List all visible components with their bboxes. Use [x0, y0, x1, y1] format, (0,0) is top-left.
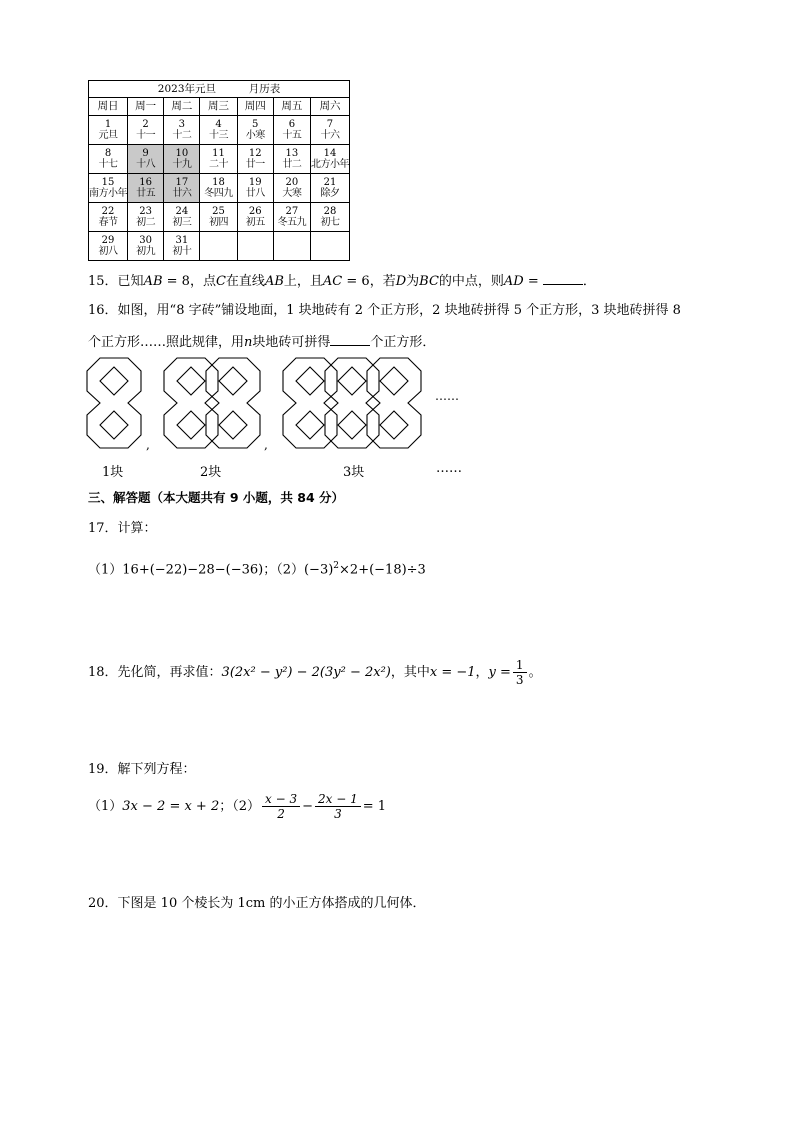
- lunar-label: 春节: [98, 217, 118, 228]
- day-number: 31: [175, 235, 189, 246]
- q15-text: 已知: [117, 274, 144, 289]
- calendar-day-cell: [164, 232, 200, 261]
- lunar-label: 冬四九: [204, 188, 233, 199]
- q15-var-ab: AB: [264, 274, 284, 289]
- q18-fraction: [513, 658, 527, 687]
- calendar-week-row: [89, 232, 350, 261]
- caption-1: 1块: [102, 465, 124, 480]
- calendar-day-cell: [128, 203, 164, 232]
- comma-2: ,: [264, 438, 268, 452]
- day-number: 25: [212, 206, 225, 217]
- weekday-header: 周六: [310, 98, 349, 116]
- caption-2: 2块: [200, 465, 222, 480]
- day-number: 12: [248, 148, 262, 159]
- day-number: 23: [139, 206, 152, 217]
- answer-blank[interactable]: [543, 270, 583, 285]
- lunar-label: 廿八: [245, 188, 265, 199]
- lunar-label: 初九: [136, 246, 156, 257]
- day-number: 10: [175, 148, 189, 159]
- calendar-day-cell: [128, 116, 164, 145]
- q17-part2-base: (−3): [303, 562, 334, 578]
- weekday-header: 周日: [89, 98, 128, 116]
- q18-numerator: 1: [513, 658, 527, 673]
- lunar-label: 廿五: [136, 188, 156, 199]
- lunar-label: 初四: [209, 217, 229, 228]
- q15-text: ．: [582, 274, 596, 289]
- lunar-label: 十八: [136, 159, 156, 170]
- calendar-day-cell: [128, 174, 164, 203]
- q15-var-c: C: [215, 274, 226, 289]
- lunar-label: 大寒: [282, 188, 302, 199]
- lunar-label: 十六: [320, 130, 340, 141]
- lunar-label: 初五: [245, 217, 265, 228]
- day-number: 19: [248, 177, 262, 188]
- calendar-body: [89, 116, 350, 261]
- q16-text: 块地砖可拼得: [252, 335, 331, 350]
- lunar-label: 元旦: [98, 130, 118, 141]
- calendar-day-cell: [237, 145, 273, 174]
- weekday-header: 周二: [164, 98, 200, 116]
- lunar-label: 廿一: [245, 159, 265, 170]
- lunar-label: 初二: [136, 217, 156, 228]
- day-number: 27: [285, 206, 299, 217]
- q19-part2-label: （2）: [232, 799, 261, 814]
- day-number: 11: [212, 148, 225, 159]
- lunar-label: 初八: [98, 246, 118, 257]
- q19-sep: ；: [219, 799, 233, 814]
- q19-minus: −: [302, 799, 314, 814]
- calendar-day-cell: [237, 232, 273, 261]
- q19-rhs: = 1: [362, 799, 387, 814]
- day-number: 20: [285, 177, 299, 188]
- calendar-week-row: [89, 116, 350, 145]
- q15-var-ac: AC: [322, 274, 343, 289]
- calendar-day-cell: [273, 174, 310, 203]
- calendar-title: [89, 81, 350, 98]
- question-19-parts: [88, 790, 386, 824]
- day-number: 22: [101, 206, 115, 217]
- calendar-week-row: [89, 203, 350, 232]
- weekday-header: 周三: [200, 98, 237, 116]
- calendar-day-cell: [310, 203, 349, 232]
- lunar-label: 北方小年: [310, 159, 349, 170]
- day-number: 13: [285, 148, 299, 159]
- lunar-label: 小寒: [245, 130, 265, 141]
- calendar-day-cell: [310, 116, 349, 145]
- q16-text: 个正方形．: [370, 335, 436, 350]
- calendar-day-cell: [200, 145, 237, 174]
- day-number: 26: [248, 206, 262, 217]
- lunar-label: 初七: [320, 217, 340, 228]
- comma-1: ,: [146, 438, 150, 452]
- calendar-day-cell: [164, 203, 200, 232]
- calendar-table: [88, 80, 350, 261]
- calendar-day-cell: [237, 116, 273, 145]
- q15-text: 上，且: [283, 274, 323, 289]
- calendar-week-row: [89, 145, 350, 174]
- lunar-label: 廿六: [172, 188, 192, 199]
- q18-sep: ，: [475, 665, 489, 680]
- q17-part2-exponent: 2: [333, 561, 340, 571]
- q17-part1-label: （1）: [88, 562, 123, 578]
- calendar-day-cell: [89, 203, 128, 232]
- calendar-day-cell: [237, 203, 273, 232]
- q18-expression: 3(2x² − y²) − 2(3y² − 2x²): [221, 665, 391, 680]
- q16-text: 个正方形……照此规律，用: [88, 335, 245, 350]
- answer-blank[interactable]: [330, 331, 370, 346]
- question-17-title: 17．计算：: [88, 521, 157, 536]
- day-number: 6: [288, 119, 296, 130]
- calendar-title-right: 月历表: [248, 82, 281, 95]
- lunar-label: 初十: [172, 246, 192, 257]
- day-number: 4: [215, 119, 222, 130]
- calendar-day-cell: [273, 232, 310, 261]
- q19-part1-label: （1）: [88, 799, 123, 814]
- calendar-day-cell: [128, 232, 164, 261]
- lunar-label: 廿二: [282, 159, 302, 170]
- calendar-day-cell: [200, 116, 237, 145]
- q18-end: 。: [528, 665, 542, 680]
- question-18: [88, 656, 542, 690]
- q15-var-ad: AD: [503, 274, 524, 289]
- tile-1: [87, 358, 141, 448]
- tile-3: [283, 358, 421, 448]
- calendar-day-cell: [200, 232, 237, 261]
- lunar-label: 十三: [209, 130, 229, 141]
- calendar-day-cell: [310, 174, 349, 203]
- q19-f2-denominator: 3: [334, 807, 342, 821]
- q19-fraction-1: [262, 792, 300, 821]
- calendar-title-left: 2023年元旦: [157, 82, 217, 95]
- section-3-heading: 三、解答题（本大题共有 9 小题，共 84 分）: [88, 490, 345, 505]
- lunar-label: 十七: [98, 159, 118, 170]
- day-number: 8: [104, 148, 112, 159]
- day-number: 28: [323, 206, 337, 217]
- day-number: 9: [142, 148, 149, 159]
- q19-f2-numerator: 2x − 1: [315, 792, 361, 807]
- day-number: 14: [323, 148, 337, 159]
- question-19-title: 19．解下列方程：: [88, 762, 196, 777]
- calendar-week-row: [89, 174, 350, 203]
- q15-eq: = 8: [162, 274, 190, 289]
- calendar-day-cell: [273, 145, 310, 174]
- question-16-line1: 16．如图，用“8 字砖”铺设地面，1 块地砖有 2 个正方形，2 块地砖拼得 5 个正方形，3 块地砖拼得 8: [88, 303, 681, 318]
- q19-part1-eq: 3x − 2 = x + 2: [122, 799, 220, 814]
- day-number: 2: [142, 119, 149, 130]
- eight-tiles-figure: [86, 357, 476, 452]
- question-16-line2: [88, 331, 435, 353]
- q17-part2-label: （2）: [276, 562, 304, 578]
- calendar-day-cell: [89, 116, 128, 145]
- caption-3: 3块: [343, 465, 365, 480]
- calendar-day-cell: [237, 174, 273, 203]
- tile-2: [164, 358, 260, 448]
- weekday-header: 周四: [237, 98, 273, 116]
- q19-f1-numerator: x − 3: [262, 792, 300, 807]
- weekday-header-row: [89, 98, 350, 116]
- day-number: 15: [101, 177, 115, 188]
- lunar-label: 十二: [172, 130, 192, 141]
- q15-var-bc: BC: [419, 274, 439, 289]
- question-17-parts: [88, 556, 426, 580]
- calendar-day-cell: [164, 116, 200, 145]
- q18-text: 18．先化简，再求值：: [88, 665, 222, 680]
- lunar-label: 初三: [172, 217, 192, 228]
- question-20: 20．下图是 10 个棱长为 1cm 的小正方体搭成的几何体．: [88, 896, 426, 911]
- weekday-header: 周一: [128, 98, 164, 116]
- q15-text: 在直线: [225, 274, 265, 289]
- lunar-label: 二十: [209, 159, 229, 170]
- weekday-header: 周五: [273, 98, 310, 116]
- question-15: [88, 270, 596, 292]
- lunar-label: 除夕: [320, 188, 340, 199]
- day-number: 24: [175, 206, 189, 217]
- calendar-day-cell: [164, 174, 200, 203]
- calendar-day-cell: [200, 174, 237, 203]
- q15-eq: = 6: [342, 274, 370, 289]
- q15-text: ，点: [189, 274, 216, 289]
- day-number: 30: [139, 235, 152, 246]
- calendar-day-cell: [273, 203, 310, 232]
- calendar-day-cell: [89, 232, 128, 261]
- day-number: 16: [139, 177, 152, 188]
- q17-part1-expr: 16+(−22)−28−(−36)；: [122, 562, 277, 578]
- q15-eq: =: [523, 274, 543, 289]
- lunar-label: 十五: [282, 130, 302, 141]
- q15-var-d: D: [395, 274, 407, 289]
- day-number: 21: [323, 177, 337, 188]
- day-number: 29: [101, 235, 115, 246]
- calendar-day-cell: [89, 174, 128, 203]
- calendar-day-cell: [310, 232, 349, 261]
- calendar-day-cell: [273, 116, 310, 145]
- ellipsis-top: ……: [435, 389, 459, 403]
- q18-text: ，其中: [390, 665, 430, 680]
- day-number: 7: [326, 119, 334, 130]
- q15-number: 15．: [88, 274, 118, 289]
- calendar-day-cell: [164, 145, 200, 174]
- lunar-label: 十一: [136, 130, 156, 141]
- day-number: 5: [252, 119, 259, 130]
- calendar-day-cell: [128, 145, 164, 174]
- q19-f1-denominator: 2: [277, 807, 285, 821]
- q18-y-label: y =: [488, 665, 511, 680]
- q16-var-n: n: [244, 335, 253, 350]
- calendar-day-cell: [310, 145, 349, 174]
- q15-text: 的中点，则: [438, 274, 504, 289]
- q17-part2-rest: ×2+(−18)÷3: [339, 562, 426, 578]
- lunar-label: 冬五九: [277, 217, 307, 228]
- day-number: 18: [212, 177, 225, 188]
- day-number: 3: [178, 119, 186, 130]
- q18-denominator: 3: [515, 673, 524, 687]
- calendar-day-cell: [200, 203, 237, 232]
- q15-var-ab: AB: [143, 274, 163, 289]
- lunar-label: 十九: [172, 159, 192, 170]
- day-number: 1: [104, 119, 112, 130]
- q18-x-value: x = −1: [429, 665, 476, 680]
- q19-fraction-2: [315, 792, 361, 821]
- caption-ellipsis: ……: [436, 461, 462, 476]
- lunar-label: 南方小年: [89, 188, 127, 199]
- calendar-day-cell: [89, 145, 128, 174]
- q15-text: ，若: [369, 274, 396, 289]
- day-number: 17: [175, 177, 189, 188]
- q15-text: 为: [406, 274, 420, 289]
